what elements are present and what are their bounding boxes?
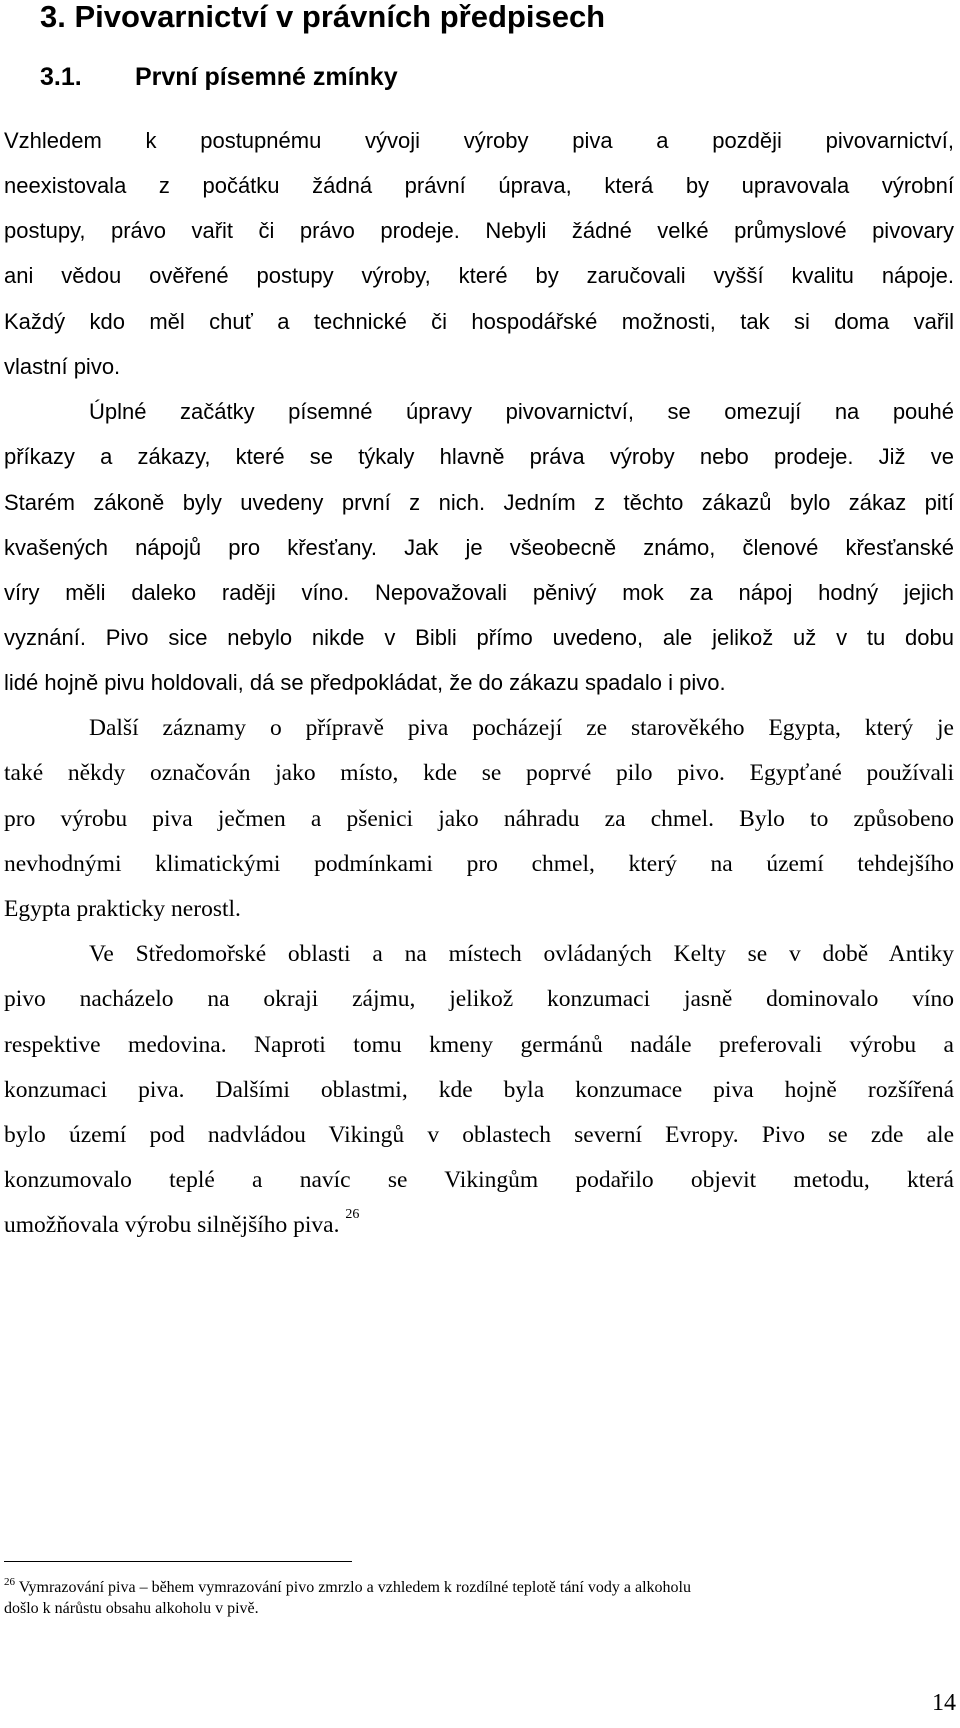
paragraph-line: víry měli daleko raději víno. Nepovažovali pěnivý mok za nápoj hodný jejich	[4, 580, 954, 605]
paragraph-line: Úplné začátky písemné úpravy pivovarnictví, se omezují na pouhé	[89, 399, 954, 424]
section-title: První písemné zmínky	[135, 63, 398, 91]
paragraph-line: vlastní pivo.	[4, 354, 121, 379]
paragraph-line: bylo území pod nadvládou Vikingů v oblastech severní Evropy. Pivo se zde ale	[4, 1122, 954, 1148]
chapter-heading: 3. Pivovarnictví v právních předpisech	[40, 0, 606, 34]
paragraph-line-text: umožňovala výrobu silnějšího piva.	[4, 1212, 340, 1238]
paragraph-line: lidé hojně pivu holdovali, dá se předpokládat, že do zákazu spadalo i pivo.	[4, 670, 726, 695]
paragraph-line: konzumovalo teplé a navíc se Vikingům podařilo objevit metodu, která	[4, 1167, 954, 1193]
paragraph-line	[4, 1207, 954, 1239]
paragraph-line: ani vědou ověřené postupy výroby, které by zaručovali vyšší kvalitu nápoje.	[4, 263, 954, 288]
paragraph-line: respektive medovina. Naproti tomu kmeny germánů nadále preferovali výrobu a	[4, 1032, 954, 1058]
footnote-reference[interactable]: 26	[345, 1207, 360, 1222]
footnote-text: Vymrazování piva – během vymrazování pivo zmrzlo a vzhledem k rozdílné teplotě tání vody a alkoholu	[18, 1579, 691, 1596]
paragraph-line: neexistovala z počátku žádná právní úprava, která by upravovala výrobní	[4, 173, 954, 198]
paragraph-line: Egypta prakticky nerostl.	[4, 896, 241, 922]
paragraph-line: pivo nacházelo na okraji zájmu, jelikož konzumaci jasně dominovalo víno	[4, 986, 954, 1012]
section-heading	[40, 62, 398, 92]
paragraph-line: pro výrobu piva ječmen a pšenici jako náhradu za chmel. Bylo to způsobeno	[4, 806, 954, 832]
paragraph-line: Další záznamy o přípravě piva pocházejí ze starověkého Egypta, který je	[89, 715, 954, 741]
footnote-number: 26	[4, 1576, 15, 1588]
paragraph-line: kvašených nápojů pro křesťany. Jak je všeobecně známo, členové křesťanské	[4, 535, 954, 560]
paragraph-line: Ve Středomořské oblasti a na místech ovládaných Kelty se v době Antiky	[89, 941, 954, 967]
paragraph-line: také někdy označován jako místo, kde se poprvé pilo pivo. Egypťané používali	[4, 760, 954, 786]
paragraph-line: Každý kdo měl chuť a technické či hospodářské možnosti, tak si doma vařil	[4, 309, 954, 334]
paragraph-line: Vzhledem k postupnému vývoji výroby piva a později pivovarnictví,	[4, 128, 954, 153]
footnote-line: došlo k nárůstu obsahu alkoholu v pivě.	[4, 1600, 259, 1617]
paragraph-line: nevhodnými klimatickými podmínkami pro chmel, který na území tehdejšího	[4, 851, 954, 877]
footnote-divider	[4, 1561, 352, 1562]
page-number: 14	[932, 1690, 956, 1716]
paragraph-line: vyznání. Pivo sice nebylo nikde v Bibli přímo uvedeno, ale jelikož už v tu dobu	[4, 625, 954, 650]
footnote-line	[4, 1578, 691, 1598]
paragraph-line: konzumaci piva. Dalšími oblastmi, kde byla konzumace piva hojně rozšířená	[4, 1077, 954, 1103]
paragraph-line: příkazy a zákazy, které se týkaly hlavně práva výroby nebo prodeje. Již ve	[4, 444, 954, 469]
paragraph-line: postupy, právo vařit či právo prodeje. Nebyli žádné velké průmyslové pivovary	[4, 218, 954, 243]
paragraph-line: Starém zákoně byly uvedeny první z nich. Jedním z těchto zákazů bylo zákaz pití	[4, 490, 954, 515]
section-number: 3.1.	[40, 63, 82, 91]
